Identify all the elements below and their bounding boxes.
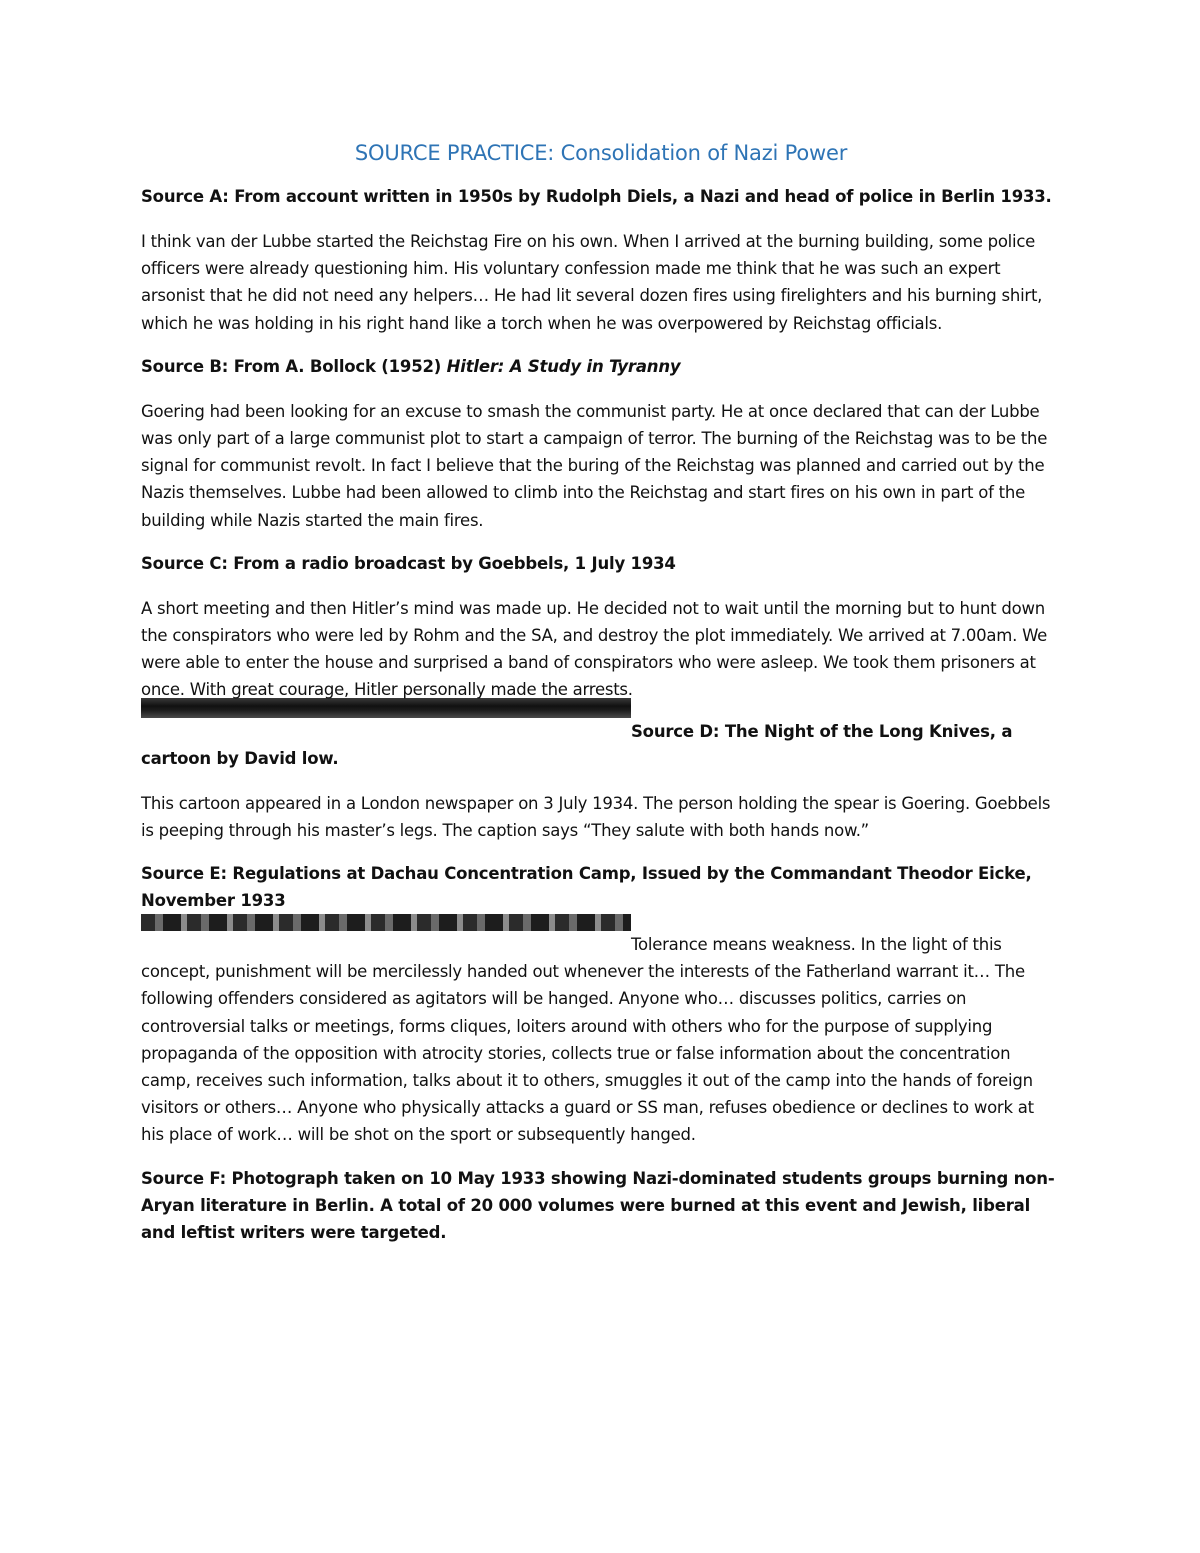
source-a-text: I think van der Lubbe started the Reichstag Fire on his own. When I arrived at the burning building, some police officers were already questioning him. His voluntary confession made me think that he was such an expert arsonist that he did not need any helpers… He had lit several dozen fires using firelighters and his burning shirt, which he was holding in his right hand like a torch when he was overpowered by Reichstag officials. (141, 232, 1043, 333)
source-b-text: Goering had been looking for an excuse to smash the communist party. He at once declared that can der Lubbe was only part of a large communist plot to start a campaign of terror. The burning of the Reichstag was to be the signal for communist revolt. In fact I believe that the buring of the Reichstag was planned and carried out by the Nazis themselves. Lubbe had been allowed to climb into the Reichstag and start fires on his own in part of the building while Nazis started the main fires. (141, 401, 1048, 530)
source-b-heading (141, 353, 1061, 380)
source-f-heading: Source F: Photograph taken on 10 May 1933 showing Nazi-dominated students groups burning non-Aryan literature in Berlin. A total of 20 000 volumes were burned at this event and Jewish, liberal and leftist writers were targeted. (141, 1168, 1055, 1242)
source-d-text: This cartoon appeared in a London newspaper on 3 July 1934. The person holding the spear is Goering. Goebbels is peeping through his master’s legs. The caption says “They salute with both hands now.” (141, 793, 1051, 840)
source-d-heading-line2: cartoon by David low. (141, 748, 339, 768)
source-a-heading: Source A: From account written in 1950s by Rudolph Diels, a Nazi and head of police in Berlin 1933. (141, 187, 1052, 206)
source-e-heading: Source E: Regulations at Dachau Concentration Camp, Issued by the Commandant Theodor Eicke, November 1933 (141, 864, 1032, 911)
dachau-photo-strip (141, 914, 631, 931)
source-e-text-first-line: Tolerance means weakness. In the light of this (631, 935, 1002, 955)
source-e-text: concept, punishment will be mercilessly handed out whenever the interests of the Fatherland warrant it… The following offenders considered as agitators will be hanged. Anyone who… discusses politics, carries on controversial talks or meetings, forms cliques, loiters around with others who for the purpose of supplying propaganda of the opposition with atrocity stories, collects true or false information about the concentration camp, receives such information, talks about it to others, smuggles it out of the camp into the hands of foreign visitors or others… Anyone who physically attacks a guard or SS man, refuses obedience or declines to work at his place of work… will be shot on the sport or subsequently hanged. (141, 962, 1034, 1145)
document-page (141, 138, 1061, 1264)
source-c-heading: Source C: From a radio broadcast by Goebbels, 1 July 1934 (141, 553, 676, 573)
document-title: SOURCE PRACTICE: Consolidation of Nazi Power (354, 141, 848, 165)
source-b-book-title: Hitler: A Study in Tyranny (446, 356, 681, 376)
source-c-text: A short meeting and then Hitler’s mind was made up. He decided not to wait until the morning but to hunt down the conspirators who were led by Rohm and the SA, and destroy the plot immediately. We arrived at 7.00am. We were able to enter the house and surprised a band of conspirators who were asleep. We took them prisoners at once. With great courage, Hitler personally made the arrests. (141, 598, 1048, 700)
source-e-text-block (141, 931, 1061, 1149)
source-b-heading-prefix: Source B: From A. Bollock (1952) (141, 356, 447, 376)
source-d-heading-line1: Source D: The Night of the Long Knives, a (631, 721, 1013, 741)
